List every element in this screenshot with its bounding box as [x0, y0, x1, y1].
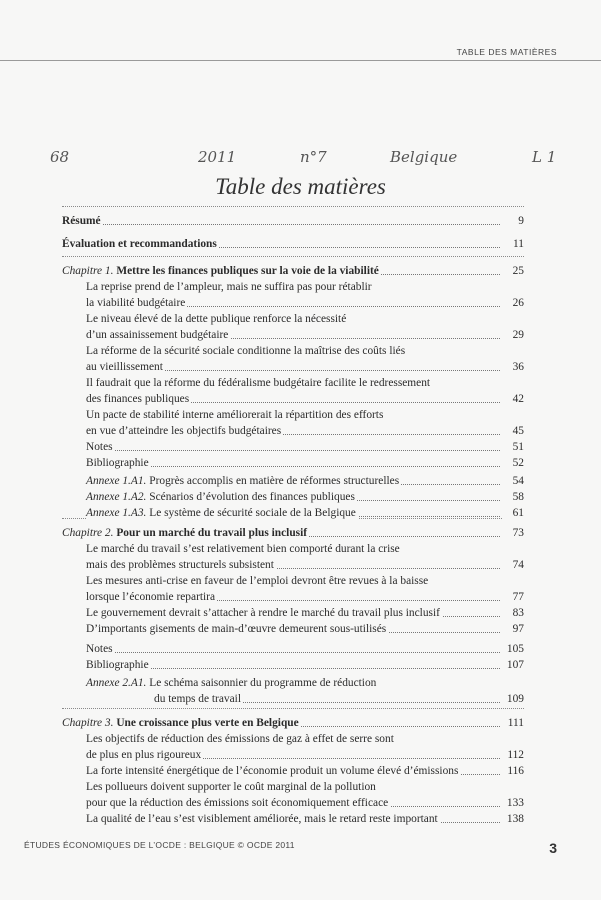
toc-entry-title: Annexe 2.A1. Le schéma saisonnier du programme de réduction: [86, 677, 377, 689]
separator: [62, 206, 524, 207]
toc-entry[interactable]: [62, 343, 524, 359]
chapter-label: Chapitre 2.: [62, 527, 117, 539]
leader-dots: [66, 224, 500, 225]
toc-entry[interactable]: [62, 525, 524, 541]
toc-page-number: 109: [502, 691, 524, 707]
annex-label: Annexe 1.A1.: [86, 475, 150, 487]
toc-entry[interactable]: [62, 505, 524, 521]
toc-entry-title: Les pollueurs doivent supporter le coût marginal de la pollution: [86, 781, 376, 793]
toc-entry-title: au vieillissement: [86, 361, 163, 373]
toc-entry-title: Notes: [86, 441, 113, 453]
annex-label: Annexe 1.A2.: [86, 491, 150, 503]
toc-entry-title: Le niveau élevé de la dette publique renforce la nécessité: [86, 313, 347, 325]
toc-entry-title: Chapitre 1. Mettre les finances publiques sur la voie de la viabilité: [62, 265, 379, 277]
toc-entry[interactable]: [62, 763, 524, 779]
toc-entry-title: Résumé: [62, 215, 101, 227]
toc-entry[interactable]: [62, 236, 524, 252]
toc-page-number: 61: [502, 505, 524, 521]
toc-page-number: 29: [502, 327, 524, 343]
chapter-label: Chapitre 3.: [62, 717, 117, 729]
handwritten-note: n°7: [300, 148, 327, 166]
toc-entry[interactable]: [62, 605, 524, 621]
toc-entry-title: lorsque l’économie repartira: [86, 591, 216, 603]
toc-entry[interactable]: [62, 795, 524, 811]
toc-entry[interactable]: [62, 263, 524, 279]
toc-entry-title: Annexe 1.A1. Progrès accomplis en matière de réformes structurelles: [86, 475, 400, 487]
toc-entry-title: La qualité de l’eau s’est visiblement améliorée, mais le retard reste important: [86, 813, 438, 825]
toc-page-number: 36: [502, 359, 524, 375]
toc-entry[interactable]: [62, 675, 524, 691]
toc-entry-title: Le gouvernement devrait s’attacher à rendre le marché du travail plus inclusif: [86, 607, 440, 619]
toc-page-number: 138: [502, 811, 524, 827]
toc-entry[interactable]: [62, 691, 524, 707]
toc-entry[interactable]: [62, 541, 524, 557]
toc-page-number: 77: [502, 589, 524, 605]
annex-label: Annexe 2.A1.: [86, 677, 150, 689]
toc-page-number: 97: [502, 621, 524, 637]
toc-entry-title: La reprise prend de l’ampleur, mais ne suffira pas pour rétablir: [86, 281, 372, 293]
footer: ÉTUDES ÉCONOMIQUES DE L’OCDE : BELGIQUE © OCDE 2011: [24, 840, 295, 850]
toc-entry-title: des finances publiques: [86, 393, 190, 405]
toc-entry-title: Évaluation et recommandations: [62, 238, 217, 250]
toc-entry[interactable]: [62, 573, 524, 589]
toc-page-number: 133: [502, 795, 524, 811]
page-title: Table des matières: [215, 174, 386, 199]
toc-entry[interactable]: [62, 439, 524, 455]
toc-entry[interactable]: [62, 295, 524, 311]
toc-page-number: 112: [502, 747, 524, 763]
toc-page-number: 73: [502, 525, 524, 541]
toc-page-number: 42: [502, 391, 524, 407]
toc-entry[interactable]: [62, 327, 524, 343]
toc-entry[interactable]: [62, 279, 524, 295]
toc-entry[interactable]: [62, 473, 524, 489]
toc-page-number: 9: [502, 213, 524, 229]
toc-entry[interactable]: [62, 747, 524, 763]
toc-entry[interactable]: [62, 779, 524, 795]
leader-dots: [90, 668, 500, 669]
separator: [62, 256, 524, 257]
toc-page-number: 51: [502, 439, 524, 455]
toc-entry-title: du temps de travail: [154, 693, 241, 705]
toc-page-number: 83: [502, 605, 524, 621]
toc-entry[interactable]: [62, 621, 524, 637]
toc-entry-title: en vue d’atteindre les objectifs budgétaires: [86, 425, 282, 437]
toc-entry-title: mais des problèmes structurels subsistent: [86, 559, 274, 571]
toc-page-number: 107: [502, 657, 524, 673]
toc-entry[interactable]: [62, 423, 524, 439]
toc-entry-title: Il faudrait que la réforme du fédéralisme budgétaire facilite le redressement: [86, 377, 431, 389]
toc-entry-title: Annexe 1.A2. Scénarios d’évolution des finances publiques: [86, 491, 355, 503]
handwritten-note: L 1: [532, 148, 557, 166]
toc-entry[interactable]: [62, 455, 524, 471]
toc-entry[interactable]: [62, 657, 524, 673]
toc-entry[interactable]: [62, 311, 524, 327]
toc-page-number: 105: [502, 641, 524, 657]
toc-entry-title: D’importants gisements de main-d’œuvre demeurent sous-utilisés: [86, 623, 387, 635]
toc-entry[interactable]: [62, 641, 524, 657]
toc-entry-title: Notes: [86, 643, 113, 655]
toc-entry-title: Annexe 1.A3. Le système de sécurité sociale de la Belgique: [86, 507, 356, 519]
toc-entry[interactable]: [62, 489, 524, 505]
toc-entry-title: Le marché du travail s’est relativement bien comporté durant la crise: [86, 543, 400, 555]
toc-page-number: 74: [502, 557, 524, 573]
toc-page-number: 116: [502, 763, 524, 779]
toc-entry-title: Bibliographie: [86, 659, 149, 671]
toc-entry[interactable]: [62, 589, 524, 605]
toc-entry-title: Chapitre 3. Une croissance plus verte en Belgique: [62, 717, 299, 729]
annex-label: Annexe 1.A3.: [86, 507, 150, 519]
toc-entry-title: Chapitre 2. Pour un marché du travail plus inclusif: [62, 527, 308, 539]
toc-entry[interactable]: [62, 391, 524, 407]
leader-dots: [90, 450, 500, 451]
toc-page-number: 45: [502, 423, 524, 439]
handwritten-note: 68: [50, 148, 70, 166]
toc-entry[interactable]: [62, 715, 524, 731]
leader-dots: [90, 466, 500, 467]
toc-page-number: 26: [502, 295, 524, 311]
toc-entry-title: d’un assainissement budgétaire: [86, 329, 229, 341]
page-number: 3: [549, 840, 557, 856]
toc-page-number: 54: [502, 473, 524, 489]
toc-entry-title: la viabilité budgétaire: [86, 297, 186, 309]
toc-page-number: 58: [502, 489, 524, 505]
toc-entry-title: pour que la réduction des émissions soit économiquement efficace: [86, 797, 389, 809]
toc-entry-title: La réforme de la sécurité sociale conditionne la maîtrise des coûts liés: [86, 345, 406, 357]
handwritten-note: Belgique: [390, 148, 458, 166]
toc-page-number: 52: [502, 455, 524, 471]
toc-page-number: 11: [502, 236, 524, 252]
toc-entry-title: Un pacte de stabilité interne améliorerait la répartition des efforts: [86, 409, 384, 421]
toc-entry-title: Bibliographie: [86, 457, 149, 469]
handwritten-note: 2011: [198, 148, 237, 166]
top-rule: [0, 60, 601, 61]
toc-entry-title: La forte intensité énergétique de l’économie produit un volume élevé d’émissions: [86, 765, 459, 777]
leader-dots: [90, 652, 500, 653]
toc-entry[interactable]: [62, 731, 524, 747]
toc-entry[interactable]: [62, 407, 524, 423]
toc-entry-title: Les objectifs de réduction des émissions de gaz à effet de serre sont: [86, 733, 394, 745]
separator: [62, 708, 524, 709]
toc-entry[interactable]: [62, 811, 524, 827]
toc-entry-title: Les mesures anti-crise en faveur de l’emploi devront être revues à la baisse: [86, 575, 429, 587]
toc-page-number: 25: [502, 263, 524, 279]
toc-entry[interactable]: [62, 213, 524, 229]
toc-entry[interactable]: [62, 375, 524, 391]
toc-entry-title: de plus en plus rigoureux: [86, 749, 202, 761]
running-head: TABLE DES MATIÈRES: [456, 47, 557, 57]
chapter-label: Chapitre 1.: [62, 265, 117, 277]
toc-page-number: 111: [502, 715, 524, 731]
toc-entry[interactable]: [62, 359, 524, 375]
toc-entry[interactable]: [62, 557, 524, 573]
